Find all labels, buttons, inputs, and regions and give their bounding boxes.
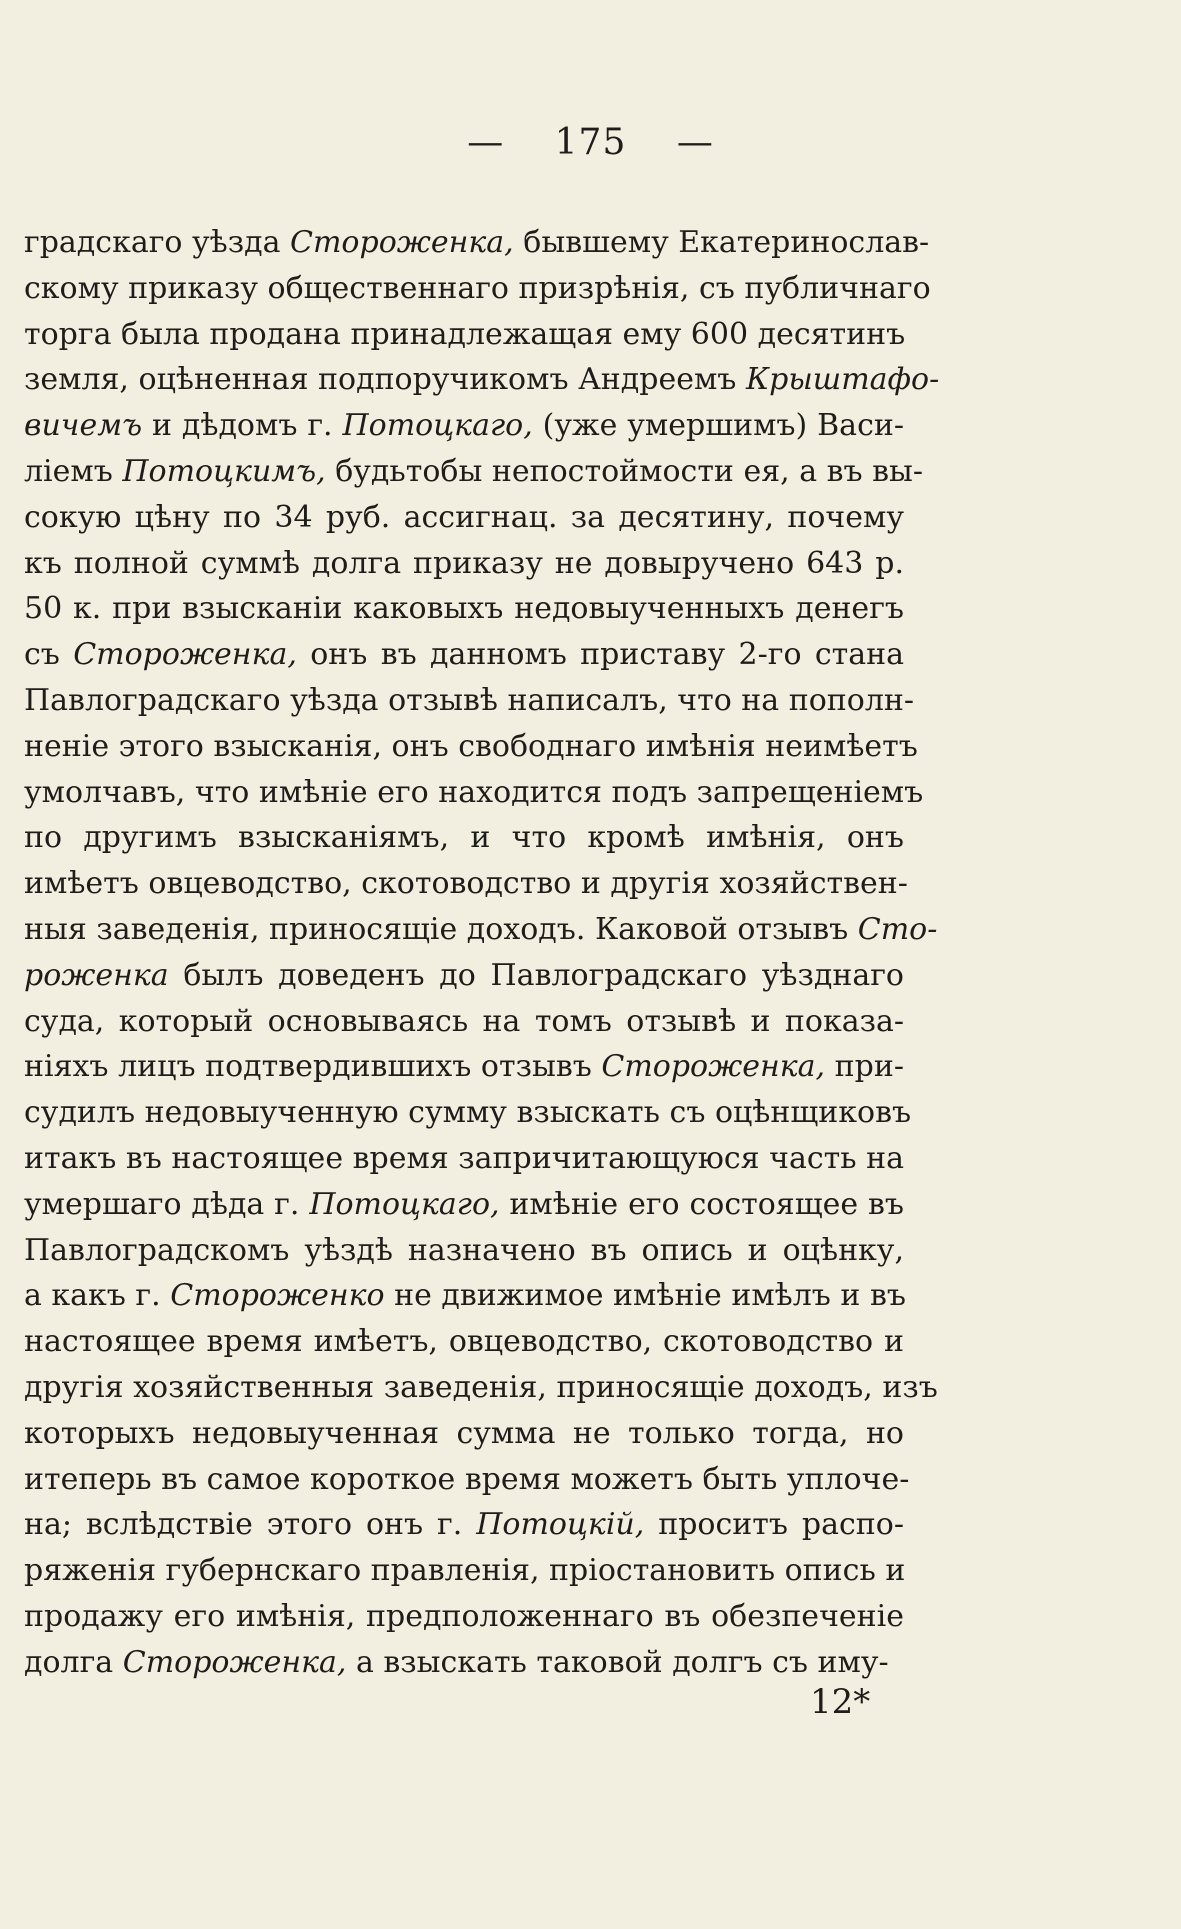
text-line xyxy=(24,999,904,1045)
text-run: не движимое имѣніе имѣлъ и въ xyxy=(384,1278,906,1314)
page-header xyxy=(0,122,1181,163)
text-run: скому приказу общественнаго призрѣнія, съ публичнаго xyxy=(24,270,931,306)
text-line xyxy=(24,1502,904,1548)
italic-name: Потоцкимъ, xyxy=(122,453,326,489)
text-run: проситъ распо- xyxy=(644,1507,904,1543)
text-line xyxy=(24,312,904,358)
text-run: (уже умершимъ) Васи- xyxy=(532,408,904,444)
text-run: Павлоградскаго уѣзда отзывѣ написалъ, что на пополн- xyxy=(24,682,915,718)
text-run: итакъ въ настоящее время запричитающуюся часть на xyxy=(24,1140,904,1176)
text-line xyxy=(24,815,904,861)
text-run: при- xyxy=(825,1049,904,1085)
italic-name: Потоцкаго, xyxy=(309,1186,500,1222)
italic-name: Потоцкій, xyxy=(476,1507,645,1543)
page-number: 175 xyxy=(554,122,627,163)
italic-name: Потоцкаго, xyxy=(342,408,533,444)
body-text xyxy=(24,220,940,1686)
text-line xyxy=(24,1044,904,1090)
text-run: имѣетъ овцеводство, скотоводство и другія хозяйствен- xyxy=(24,866,908,902)
text-run: онъ въ данномъ приставу 2-го стана xyxy=(296,637,904,673)
header-dash-left: — xyxy=(467,122,505,163)
italic-name: Сто- xyxy=(857,911,938,947)
text-run: суда, который основываясь на томъ отзывѣ и показа- xyxy=(24,1003,904,1039)
text-run: итеперь въ самое короткое время можетъ быть уплоче- xyxy=(24,1461,910,1497)
text-run: ліемъ xyxy=(24,453,123,489)
text-line xyxy=(24,495,904,541)
text-line xyxy=(24,1640,904,1686)
text-line xyxy=(24,724,918,770)
text-run: умолчавъ, что имѣніе его находится подъ запрещеніемъ xyxy=(24,774,924,810)
signature-mark: 12* xyxy=(810,1682,871,1722)
text-run: ряженія губернскаго правленія, пріостановить опись и xyxy=(24,1553,906,1589)
text-line xyxy=(24,1319,904,1365)
text-line xyxy=(24,1411,904,1457)
text-line xyxy=(24,1457,910,1503)
italic-name: Крыштафо- xyxy=(745,362,940,398)
text-run: былъ доведенъ до Павлоградскаго уѣзднаго xyxy=(168,957,904,993)
italic-name: Стороженка, xyxy=(122,1644,347,1680)
text-line xyxy=(24,449,924,495)
text-line xyxy=(24,1228,904,1274)
italic-name: роженка xyxy=(24,957,169,993)
text-line xyxy=(24,953,904,999)
text-line xyxy=(24,1548,904,1594)
text-run: умершаго дѣда г. xyxy=(24,1186,310,1222)
text-line xyxy=(24,1182,904,1228)
text-line xyxy=(24,586,904,632)
text-run: а взыскать таковой долгъ съ иму- xyxy=(346,1644,889,1680)
header-dash-right: — xyxy=(676,122,714,163)
text-run: неніе этого взысканія, онъ свободнаго имѣнія неимѣетъ xyxy=(24,728,918,764)
text-line xyxy=(24,678,915,724)
text-run: а какъ г. xyxy=(24,1278,171,1314)
italic-name: Стороженко xyxy=(170,1278,385,1314)
text-run: долга xyxy=(24,1644,123,1680)
italic-name: Стороженка, xyxy=(73,637,297,673)
text-line xyxy=(24,861,908,907)
text-line xyxy=(24,541,904,587)
text-line xyxy=(24,770,924,816)
text-run: бывшему Екатеринослав- xyxy=(513,225,930,260)
text-run: градскаго уѣзда xyxy=(24,225,291,260)
text-run: Павлоградскомъ уѣздѣ назначено въ опись и оцѣнку, xyxy=(24,1232,904,1268)
text-run: на; вслѣдствіе этого онъ г. xyxy=(24,1507,477,1543)
text-line xyxy=(24,907,938,953)
text-line xyxy=(24,632,904,678)
text-line xyxy=(24,1273,904,1319)
text-line xyxy=(24,1365,938,1411)
text-run: настоящее время имѣетъ, овцеводство, скотоводство и xyxy=(24,1324,904,1360)
text-run: которыхъ недовыученная сумма не только тогда, но xyxy=(24,1415,904,1451)
text-run: имѣніе его состоящее въ xyxy=(499,1186,904,1222)
italic-name: Стороженка, xyxy=(601,1049,826,1085)
text-line xyxy=(24,1090,912,1136)
text-run: продажу его имѣнія, предположеннаго въ обезпеченіе xyxy=(24,1598,904,1634)
text-run: 50 к. при взысканіи каковыхъ недовыученныхъ денегъ xyxy=(24,591,904,627)
text-run: по другимъ взысканіямъ, и что кромѣ имѣнія, онъ xyxy=(24,820,904,856)
text-run: и дѣдомъ г. xyxy=(142,408,343,444)
text-line xyxy=(24,403,904,449)
text-line xyxy=(24,266,931,312)
text-run: ніяхъ лицъ подтвердившихъ отзывъ xyxy=(24,1049,602,1085)
text-line xyxy=(24,1136,904,1182)
text-line xyxy=(24,1594,904,1640)
text-line xyxy=(24,220,930,266)
text-run: торга была продана принадлежащая ему 600 десятинъ xyxy=(24,316,906,352)
text-run: другія хозяйственныя заведенія, приносящіе доходъ, изъ xyxy=(24,1369,938,1405)
text-run: ныя заведенія, приносящіе доходъ. Каковой отзывъ xyxy=(24,911,858,947)
text-run: будьтобы непостоймости ея, а въ вы- xyxy=(325,453,924,489)
text-run: сокую цѣну по 34 руб. ассигнац. за десятину, почему xyxy=(24,499,904,535)
text-run: къ полной суммѣ долга приказу не довыручено 643 р. xyxy=(24,545,904,581)
italic-name: вичемъ xyxy=(24,408,143,444)
text-run: съ xyxy=(24,637,74,673)
text-run: судилъ недовыученную сумму взыскать съ оцѣнщиковъ xyxy=(24,1095,912,1131)
italic-name: Стороженка, xyxy=(290,225,514,260)
text-run: земля, оцѣненная подпоручикомъ Андреемъ xyxy=(24,362,746,398)
text-line xyxy=(24,357,940,403)
